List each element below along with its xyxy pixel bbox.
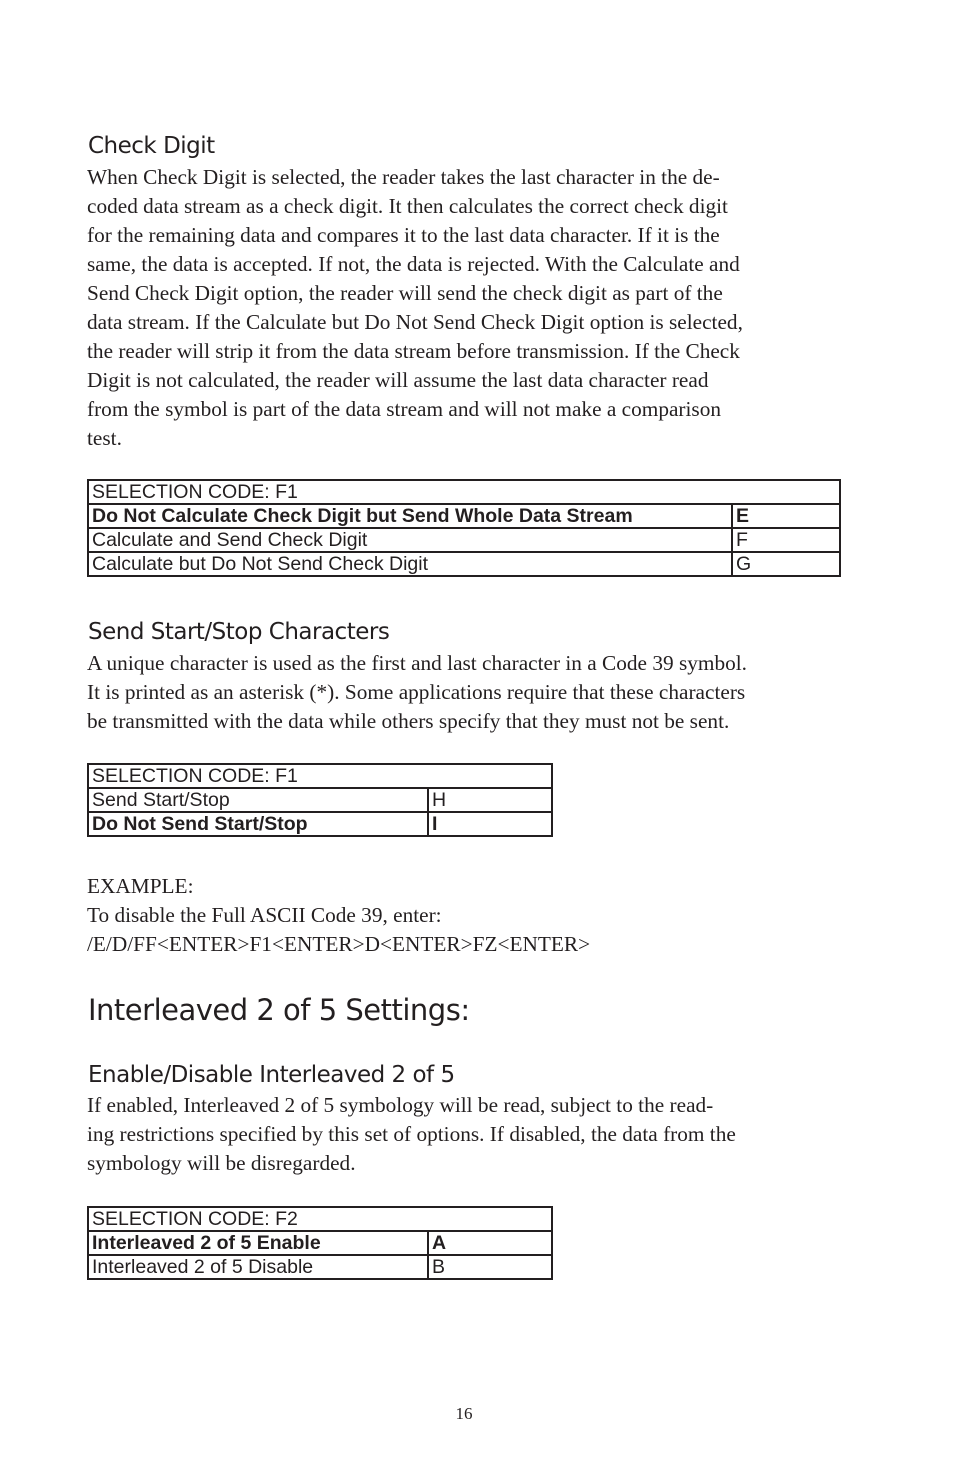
example-command: /E/D/FF<ENTER>F1<ENTER>D<ENTER>FZ<ENTER> (87, 932, 591, 956)
text-line: ing restrictions specified by this set of options. If disabled, the data from the (87, 1122, 736, 1146)
option-code: A (428, 1231, 552, 1255)
example-block (87, 872, 847, 959)
table-header-row (88, 1207, 552, 1231)
start-stop-description (87, 649, 847, 736)
enable-disable-heading: Enable/Disable Interleaved 2 of 5 (88, 1062, 455, 1088)
option-label: Interleaved 2 of 5 Disable (88, 1255, 428, 1279)
table-row (88, 1231, 552, 1255)
enable-disable-description (87, 1091, 847, 1178)
option-code: H (428, 788, 552, 812)
option-label: Do Not Send Start/Stop (88, 812, 428, 836)
text-line: When Check Digit is selected, the reader takes the last character in the de- (87, 165, 720, 189)
text-line: from the symbol is part of the data stream and will not make a comparison (87, 397, 722, 421)
option-label: Send Start/Stop (88, 788, 428, 812)
text-line: for the remaining data and compares it to the last data character. If it is the (87, 223, 720, 247)
text-line: test. (87, 426, 122, 450)
option-code: I (428, 812, 552, 836)
check-digit-heading: Check Digit (88, 133, 215, 159)
text-line: symbology will be disregarded. (87, 1151, 356, 1175)
page-number: 16 (455, 1404, 473, 1423)
option-code: G (732, 552, 840, 576)
text-line: same, the data is accepted. If not, the data is rejected. With the Calculate and (87, 252, 740, 276)
text-line: Digit is not calculated, the reader will assume the last data character read (87, 368, 709, 392)
option-code: E (732, 504, 840, 528)
selection-code-header: SELECTION CODE: F1 (88, 480, 840, 504)
text-line: It is printed as an asterisk (*). Some applications require that these characters (87, 680, 746, 704)
text-line: be transmitted with the data while others specify that they must not be sent. (87, 709, 730, 733)
option-label: Calculate and Send Check Digit (88, 528, 732, 552)
table-row (88, 504, 840, 528)
text-line: data stream. If the Calculate but Do Not Send Check Digit option is selected, (87, 310, 743, 334)
text-line: Send Check Digit option, the reader will send the check digit as part of the (87, 281, 723, 305)
option-label: Calculate but Do Not Send Check Digit (88, 552, 732, 576)
start-stop-selection-table (87, 763, 553, 837)
text-line: A unique character is used as the first and last character in a Code 39 symbol. (87, 651, 747, 675)
option-code: F (732, 528, 840, 552)
option-label: Do Not Calculate Check Digit but Send Whole Data Stream (88, 504, 732, 528)
option-code: B (428, 1255, 552, 1279)
selection-code-header: SELECTION CODE: F1 (88, 764, 552, 788)
interleaved-settings-heading: Interleaved 2 of 5 Settings: (88, 993, 470, 1027)
check-digit-selection-table (87, 479, 841, 577)
table-row (88, 1255, 552, 1279)
text-line: the reader will strip it from the data stream before transmission. If the Check (87, 339, 740, 363)
text-line: If enabled, Interleaved 2 of 5 symbology will be read, subject to the read- (87, 1093, 714, 1117)
example-label: EXAMPLE: (87, 874, 194, 898)
start-stop-heading: Send Start/Stop Characters (88, 619, 390, 645)
text-line: To disable the Full ASCII Code 39, enter: (87, 903, 442, 927)
interleaved-selection-table (87, 1206, 553, 1280)
table-row (88, 812, 552, 836)
table-header-row (88, 764, 552, 788)
option-label: Interleaved 2 of 5 Enable (88, 1231, 428, 1255)
table-row (88, 788, 552, 812)
table-header-row (88, 480, 840, 504)
table-row (88, 528, 840, 552)
table-row (88, 552, 840, 576)
check-digit-description (87, 163, 847, 453)
selection-code-header: SELECTION CODE: F2 (88, 1207, 552, 1231)
text-line: coded data stream as a check digit. It then calculates the correct check digit (87, 194, 728, 218)
